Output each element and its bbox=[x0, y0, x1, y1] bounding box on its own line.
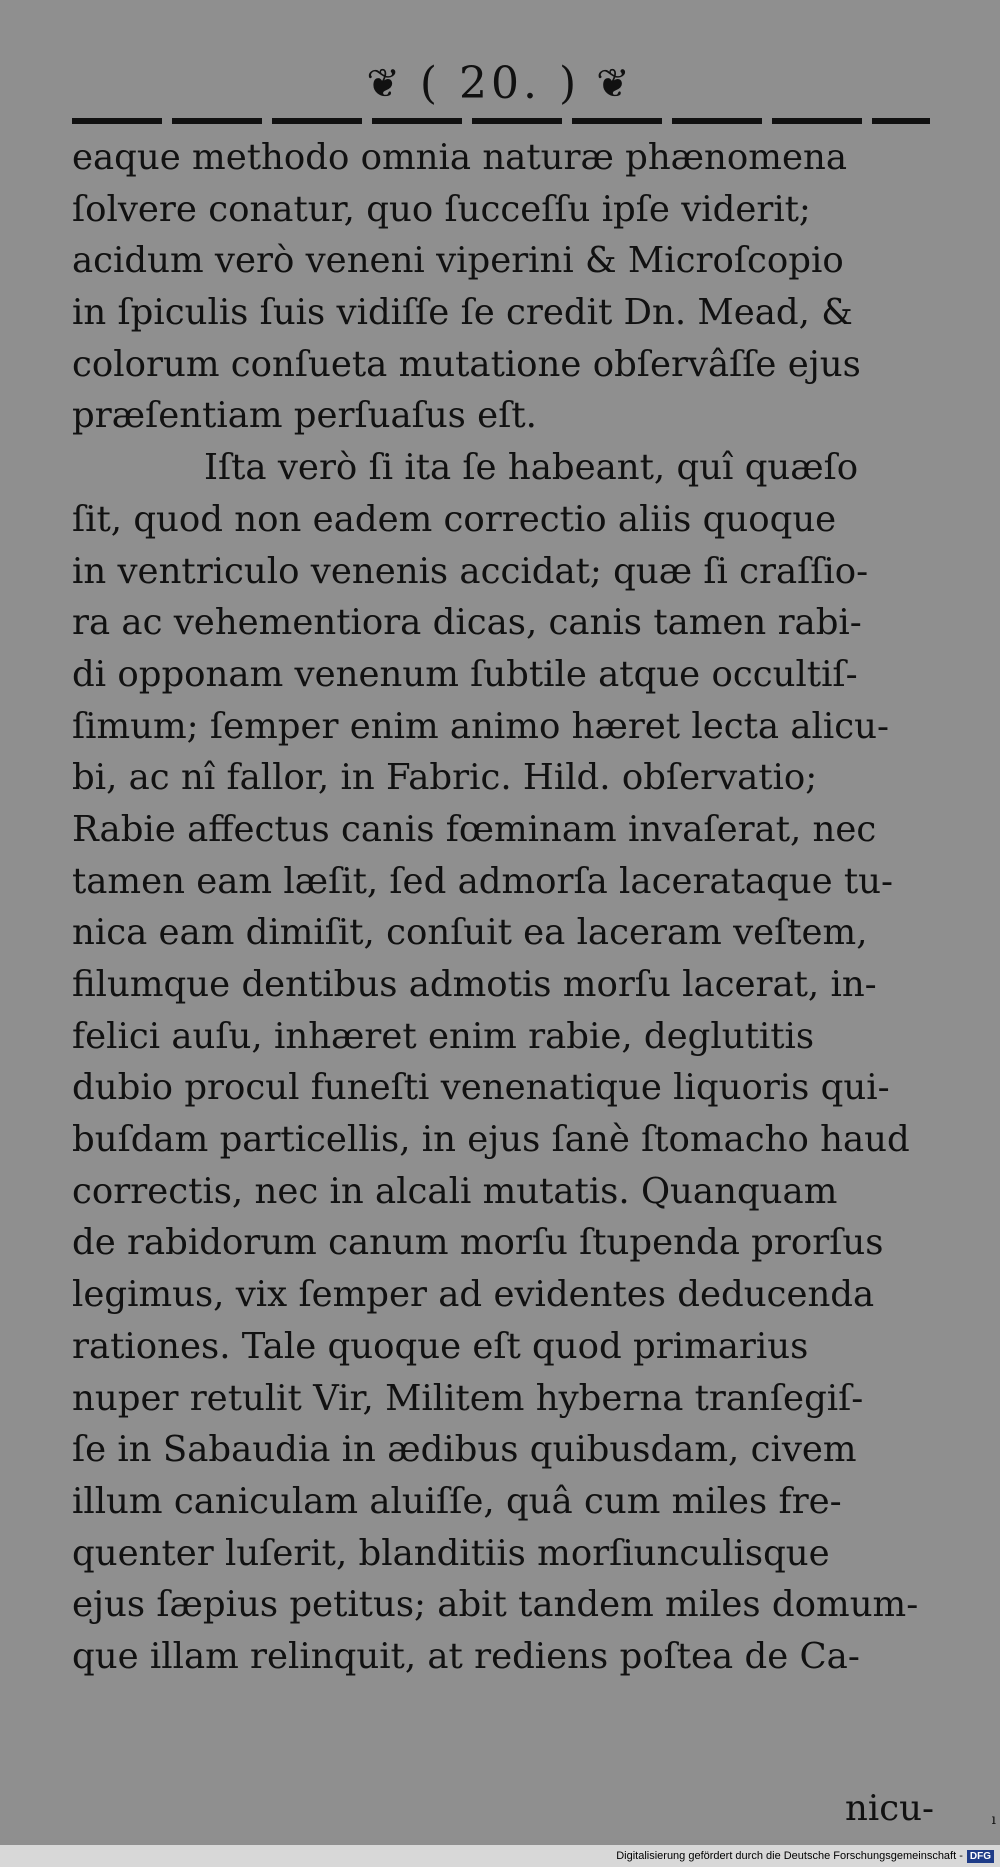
text-line: colorum conſueta mutatione obſervâſſe ejus bbox=[72, 343, 861, 385]
text-line: acidum verò veneni viperini & Microſcopio bbox=[72, 240, 844, 282]
text-line: illum caniculam aluiſſe, quâ cum miles fre- bbox=[72, 1480, 842, 1522]
text-line: ra ac vehementiora dicas, canis tamen rabi- bbox=[72, 602, 862, 644]
text-line: Iſta verò ſi ita ſe habeant, quî quæſo bbox=[204, 447, 859, 489]
text-line: ſimum; ſemper enim animo hæret lecta alicu- bbox=[72, 705, 889, 747]
text-line: in ventriculo venenis accidat; quæ ſi craſſio- bbox=[72, 550, 869, 592]
ornament-right-icon: ❦ bbox=[596, 60, 634, 107]
text-line: que illam relinquit, at rediens poſtea de Ca- bbox=[72, 1635, 860, 1677]
text-line: tamen eam læſit, ſed admorſa lacerataque tu- bbox=[72, 860, 894, 902]
text-line: ſit, quod non eadem correctio aliis quoque bbox=[72, 498, 837, 540]
text-line: buſdam particellis, in ejus ſanè ſtomacho haud bbox=[72, 1119, 910, 1161]
text-line: de rabidorum canum morſu ſtupenda prorſus bbox=[72, 1222, 884, 1264]
text-line: præſentiam perſuaſus eſt. bbox=[72, 395, 537, 437]
text-line: ejus ſæpius petitus; abit tandem miles domum- bbox=[72, 1584, 919, 1626]
text-line: ſolvere conatur, quo ſucceſſu ipſe viderit; bbox=[72, 188, 811, 230]
text-line: nica eam dimiſit, conſuit ea laceram veſtem, bbox=[72, 912, 868, 954]
text-line: felici auſu, inhæret enim rabie, deglutitis bbox=[72, 1015, 815, 1057]
text-line: in ſpiculis ſuis vidiſſe ſe credit Dn. Mead, & bbox=[72, 292, 853, 334]
text-line: rationes. Tale quoque eſt quod primarius bbox=[72, 1325, 809, 1367]
ornament-left-icon: ❦ bbox=[366, 60, 404, 107]
text-line: Rabie affectus canis fœminam invaſerat, nec bbox=[72, 808, 877, 850]
dfg-logo-icon: DFG bbox=[967, 1850, 994, 1863]
text-line: filumque dentibus admotis morſu lacerat, in- bbox=[72, 964, 877, 1005]
page-number: ( 20. ) bbox=[419, 58, 581, 109]
text-line: nuper retulit Vir, Militem hyberna tranſegiſ- bbox=[72, 1377, 864, 1419]
text-line: bi, ac nî fallor, in Fabric. Hild. obſervatio; bbox=[72, 757, 818, 799]
text-line: di opponam venenum ſubtile atque occultiſ- bbox=[72, 653, 858, 695]
footer-credit: Digitalisierung gefördert durch die Deutsche Forschungsgemeinschaft - bbox=[616, 1850, 963, 1862]
running-head bbox=[0, 58, 1000, 109]
body-text bbox=[72, 132, 942, 1683]
text-line: quenter luſerit, blanditiis morſiunculisque bbox=[72, 1532, 830, 1574]
text-line: ſe in Sabaudia in ædibus quibusdam, civem bbox=[72, 1429, 857, 1471]
text-line: eaque methodo omnia naturæ phænomena bbox=[72, 137, 847, 178]
text-line: correctis, nec in alcali mutatis. Quanquam bbox=[72, 1170, 838, 1212]
text-line: legimus, vix ſemper ad evidentes deducenda bbox=[72, 1274, 875, 1316]
margin-mark: ı bbox=[991, 1812, 996, 1828]
footer-bar bbox=[0, 1845, 1000, 1867]
catchword: nicu- bbox=[845, 1788, 934, 1829]
header-rule bbox=[72, 118, 930, 124]
text-line: dubio procul funeſti venenatique liquoris qui- bbox=[72, 1067, 890, 1109]
